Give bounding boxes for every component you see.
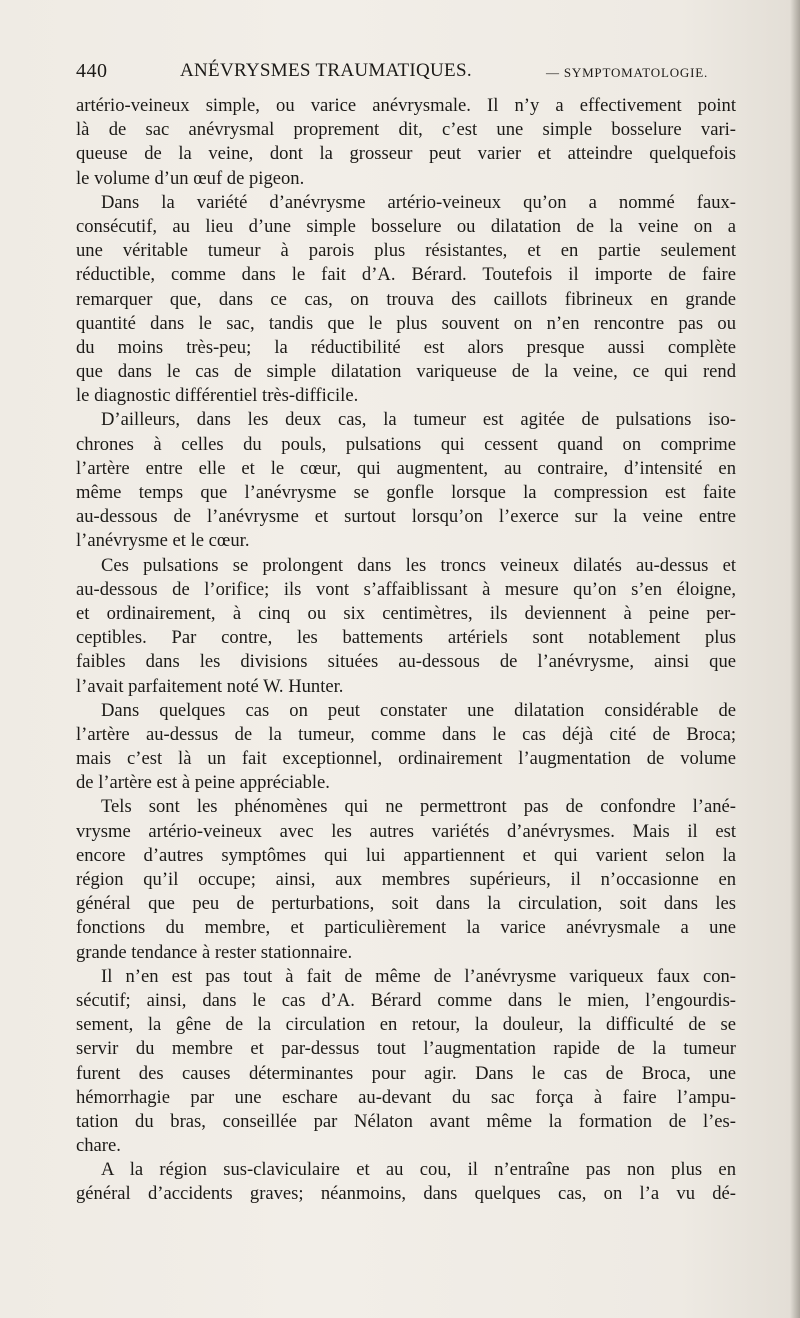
text-line: D’ailleurs, dans les deux cas, la tumeur est agitée de pulsations iso- <box>101 409 736 431</box>
text-line: Tels sont les phénomènes qui ne permettront pas de confondre l’ané- <box>101 796 736 818</box>
running-header <box>76 58 736 88</box>
page-number: 440 <box>76 60 108 82</box>
text-line: consécutif, au lieu d’une simple bosselure ou dilatation de la veine on a <box>76 215 736 237</box>
text-line: grande tendance à rester stationnaire. <box>76 941 353 963</box>
text-line: Il n’en est pas tout à fait de même de l’anévrysme variqueux faux con- <box>101 965 736 987</box>
text-line: Dans quelques cas on peut constater une dilatation considérable de <box>101 699 736 721</box>
text-line: réductible, comme dans le fait d’A. Bérard. Toutefois il importe de faire <box>76 264 736 286</box>
text-line: fonctions du membre, et particulièrement la varice anévrysmale a une <box>76 917 736 939</box>
text-line: que dans le cas de simple dilatation variqueuse de la veine, ce qui rend <box>76 361 736 383</box>
text-line: ceptibles. Par contre, les battements artériels sont notablement plus <box>76 627 736 649</box>
text-line: région qu’il occupe; ainsi, aux membres supérieurs, il n’occasionne en <box>76 869 736 890</box>
text-line: sement, la gêne de la circulation en retour, la douleur, la difficulté de se <box>76 1014 736 1036</box>
text-line: Ces pulsations se prolongent dans les troncs veineux dilatés au-dessus et <box>101 554 736 576</box>
text-line: là de sac anévrysmal proprement dit, c’est une simple bosselure vari- <box>76 119 736 141</box>
running-title: ANÉVRYSMES TRAUMATIQUES. <box>180 60 472 81</box>
text-line: l’artère entre elle et le cœur, qui augmentent, au contraire, d’intensité en <box>76 457 736 479</box>
text-line: même temps que l’anévrysme se gonfle lorsque la compression est faite <box>76 482 736 503</box>
text-line: chare. <box>76 1135 121 1157</box>
text-line: Dans la variété d’anévrysme artério-veineux qu’on a nommé faux- <box>101 191 736 213</box>
text-line: et ordinairement, à cinq ou six centimètres, ils deviennent à peine per- <box>76 602 736 624</box>
page-edge-shadow <box>790 0 800 1318</box>
text-line: artério-veineux simple, ou varice anévrysmale. Il n’y a effectivement point <box>76 95 736 116</box>
text-line: sécutif; ainsi, dans le cas d’A. Bérard comme dans le mien, l’engourdis- <box>76 989 736 1011</box>
text-line: l’anévrysme et le cœur. <box>76 530 250 552</box>
text-line: quantité dans le sac, tandis que le plus souvent on n’en rencontre pas ou <box>76 312 736 334</box>
text-line: furent des causes déterminantes pour agir. Dans le cas de Broca, une <box>76 1062 736 1084</box>
text-line: remarquer que, dans ce cas, on trouva des caillots fibrineux en grande <box>76 288 736 310</box>
text-line: une véritable tumeur à parois plus résistantes, et en partie seulement <box>76 240 736 262</box>
running-section: — SYMPTOMATOLOGIE. <box>546 65 708 80</box>
text-line: queuse de la veine, dont la grosseur peut varier et atteindre quelquefois <box>76 143 736 165</box>
text-line: le diagnostic différentiel très-difficile. <box>76 385 359 407</box>
text-line: général que peu de perturbations, soit dans la circulation, soit dans les <box>76 893 736 915</box>
text-line: encore d’autres symptômes qui lui appartiennent et qui varient selon la <box>76 844 736 866</box>
text-line: au-dessous de l’anévrysme et surtout lorsqu’on l’exerce sur la veine entre <box>76 506 736 528</box>
text-line: du moins très-peu; la réductibilité est alors presque aussi complète <box>76 336 736 358</box>
text-line: au-dessous de l’orifice; ils vont s’affaiblissant à mesure qu’on s’en éloigne, <box>76 578 736 600</box>
text-line: hémorrhagie par une eschare au-devant du sac força à faire l’ampu- <box>76 1086 736 1108</box>
text-line: général d’accidents graves; néanmoins, dans quelques cas, on l’a vu dé- <box>76 1183 736 1205</box>
text-line: vrysme artério-veineux avec les autres variétés d’anévrysmes. Mais il est <box>76 820 736 842</box>
text-line: l’avait parfaitement noté W. Hunter. <box>76 675 344 697</box>
text-line: A la région sus-claviculaire et au cou, il n’entraîne pas non plus en <box>101 1159 736 1181</box>
text-line: l’artère au-dessus de la tumeur, comme dans le cas déjà cité de Broca; <box>76 723 736 745</box>
body-text <box>76 94 736 1207</box>
text-line: tation du bras, conseillée par Nélaton avant même la formation de l’es- <box>76 1110 736 1132</box>
text-line: mais c’est là un fait exceptionnel, ordinairement l’augmentation de volume <box>76 748 736 770</box>
text-line: faibles dans les divisions situées au-dessous de l’anévrysme, ainsi que <box>76 651 736 673</box>
text-line: chrones à celles du pouls, pulsations qui cessent quand on comprime <box>76 433 736 455</box>
text-line: de l’artère est à peine appréciable. <box>76 772 330 794</box>
text-line: servir du membre et par-dessus tout l’augmentation rapide de la tumeur <box>76 1038 736 1060</box>
text-line: le volume d’un œuf de pigeon. <box>76 167 305 189</box>
